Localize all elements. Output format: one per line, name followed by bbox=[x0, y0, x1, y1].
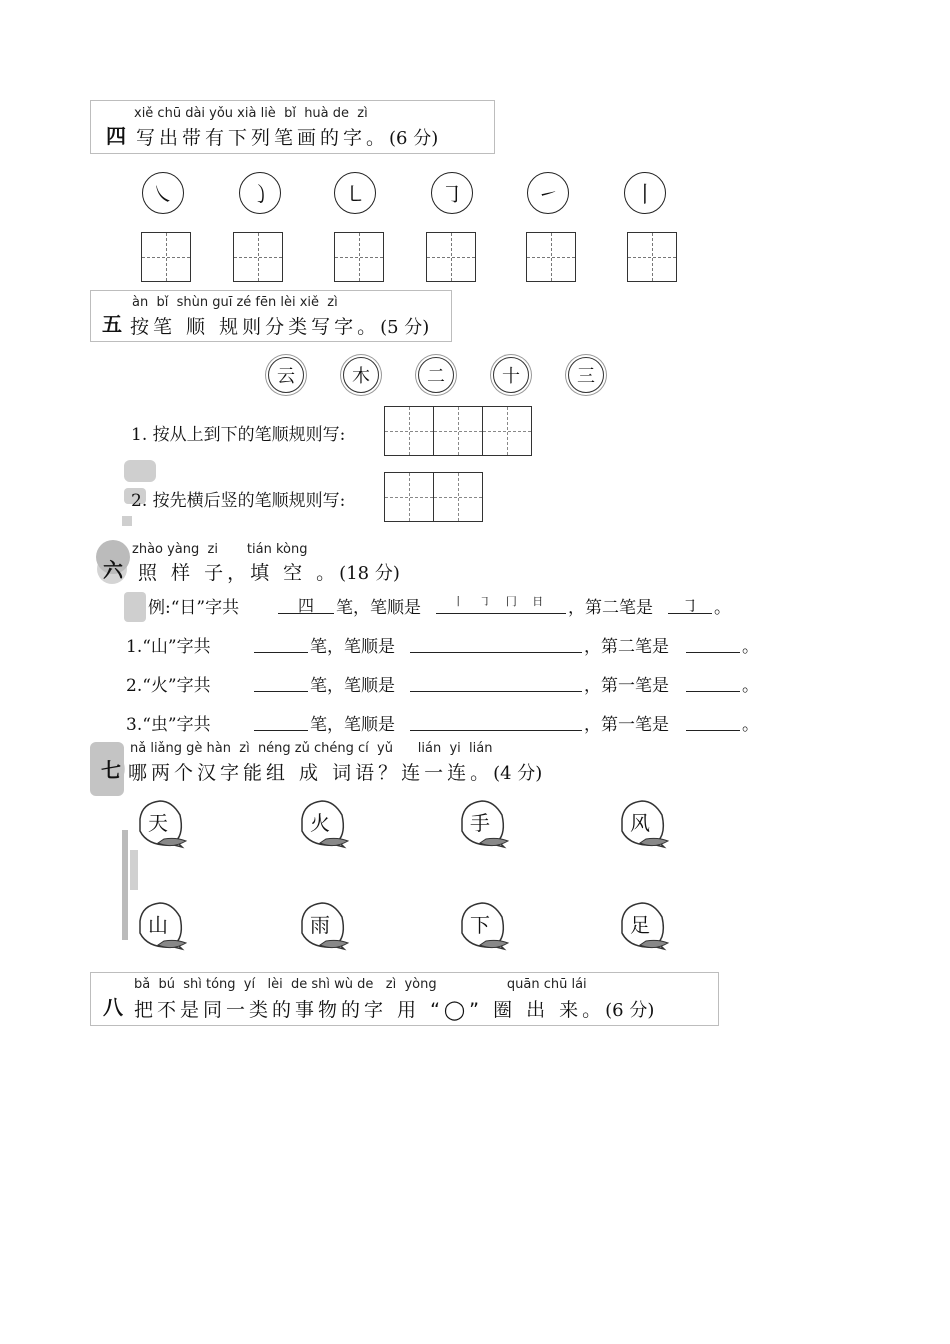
writing-grid[interactable] bbox=[141, 232, 191, 282]
writing-grid[interactable] bbox=[627, 232, 677, 282]
fill-blank-stroke[interactable] bbox=[686, 671, 740, 692]
fill-item-mid: 笔，笔顺是 bbox=[310, 637, 395, 657]
peach-char: 风 bbox=[630, 811, 650, 835]
peach-char: 山 bbox=[148, 913, 168, 937]
peach-char-card[interactable] bbox=[296, 797, 358, 851]
section8-score: (6 分) bbox=[605, 1000, 655, 1021]
margin-decoration bbox=[122, 830, 128, 940]
peach-char-card[interactable] bbox=[134, 899, 196, 953]
peach-char: 足 bbox=[630, 913, 650, 937]
fill-blank-sequence[interactable] bbox=[410, 632, 582, 653]
example-mid: 笔，笔顺是 bbox=[336, 598, 421, 618]
fill-item-tail: ，第二笔是 bbox=[584, 637, 669, 657]
peach-char-card[interactable] bbox=[616, 797, 678, 851]
peach-char-card[interactable] bbox=[616, 899, 678, 953]
stroke-circle: ㇀ bbox=[527, 172, 569, 214]
writing-grid[interactable] bbox=[233, 232, 283, 282]
section4-number: 四 bbox=[106, 124, 126, 148]
section7-score: (4 分) bbox=[493, 763, 543, 784]
example-count: 四 bbox=[278, 593, 334, 614]
fill-blank-sequence[interactable] bbox=[410, 710, 582, 731]
section7-title bbox=[128, 758, 542, 785]
peach-char: 天 bbox=[148, 811, 168, 835]
char-badge: 木 bbox=[343, 357, 379, 393]
example-prefix: 例:“日”字共 bbox=[148, 598, 240, 618]
char-badge: 云 bbox=[268, 357, 304, 393]
section4-title bbox=[136, 123, 438, 150]
section6-title bbox=[138, 558, 400, 585]
fill-item-end: 。 bbox=[742, 715, 759, 735]
fill-item-tail: ，第一笔是 bbox=[584, 676, 669, 696]
writing-grid[interactable] bbox=[334, 232, 384, 282]
char-badge: 二 bbox=[418, 357, 454, 393]
fill-blank-stroke[interactable] bbox=[686, 710, 740, 731]
fill-item-end: 。 bbox=[742, 637, 759, 657]
section4-pinyin: xiě chū dài yǒu xià liè bǐ huà de zì bbox=[134, 106, 368, 121]
fill-blank-count[interactable] bbox=[254, 632, 308, 653]
grid-cell[interactable] bbox=[483, 407, 531, 455]
fill-blank-stroke[interactable] bbox=[686, 632, 740, 653]
answer-grid-row-1[interactable] bbox=[384, 406, 532, 456]
grid-cell[interactable] bbox=[385, 407, 434, 455]
char-badge: 十 bbox=[493, 357, 529, 393]
example-sequence: 丨 ㇆ 冂 日 bbox=[436, 593, 566, 614]
section7-pinyin: nǎ liǎng gè hàn zì néng zǔ chéng cí yǔ lián yi lián bbox=[130, 741, 493, 756]
grid-cell[interactable] bbox=[434, 473, 482, 521]
fill-blank-count[interactable] bbox=[254, 710, 308, 731]
peach-char: 手 bbox=[470, 811, 490, 835]
section8-title-text: 把不是同一类的事物的字 用 “◯” 圈 出 来。 bbox=[134, 999, 606, 1021]
section8-number: 八 bbox=[103, 995, 123, 1019]
fill-item-mid: 笔，笔顺是 bbox=[310, 676, 395, 696]
margin-decoration bbox=[130, 850, 138, 890]
fill-item-end: 。 bbox=[742, 676, 759, 696]
section7-number: 七 bbox=[101, 758, 121, 782]
section7-title-text: 哪两个汉字能组 成 词语？连一连。 bbox=[128, 762, 494, 784]
section5-title-text: 按笔 顺 规则分类写字。 bbox=[130, 316, 381, 338]
peach-char: 下 bbox=[470, 913, 490, 937]
section8-title bbox=[134, 995, 654, 1022]
peach-char-card[interactable] bbox=[456, 899, 518, 953]
peach-char-card[interactable] bbox=[456, 797, 518, 851]
fill-item-tail: ，第一笔是 bbox=[584, 715, 669, 735]
grid-cell[interactable] bbox=[385, 473, 434, 521]
example-end: 。 bbox=[714, 598, 731, 618]
margin-decoration bbox=[122, 516, 132, 526]
stroke-circle: ㇏ bbox=[142, 172, 184, 214]
section5-question-2: 2. 按先横后竖的笔顺规则写: bbox=[131, 491, 346, 511]
peach-char-card[interactable] bbox=[134, 797, 196, 851]
margin-decoration bbox=[124, 460, 156, 482]
fill-item-mid: 笔，笔顺是 bbox=[310, 715, 395, 735]
answer-grid-row-2[interactable] bbox=[384, 472, 483, 522]
section6-pinyin: zhào yàng zi tián kòng bbox=[132, 542, 308, 557]
fill-item-prefix: 2.“火”字共 bbox=[126, 676, 211, 696]
section6-score: (18 分) bbox=[339, 563, 400, 584]
example-answer: ㇆ bbox=[668, 593, 712, 614]
fill-item-prefix: 3.“虫”字共 bbox=[126, 715, 211, 735]
section5-score: (5 分) bbox=[380, 317, 430, 338]
stroke-circle: ㇆ bbox=[431, 172, 473, 214]
section6-title-text: 照 样 子，填 空 。 bbox=[138, 562, 340, 584]
example-tail: ，第二笔是 bbox=[568, 598, 653, 618]
char-badge: 三 bbox=[568, 357, 604, 393]
section4-score: (6 分) bbox=[389, 128, 439, 149]
section8-pinyin: bǎ bú shì tóng yí lèi de shì wù de zì yòng quān chū lái bbox=[134, 977, 587, 992]
writing-grid[interactable] bbox=[426, 232, 476, 282]
stroke-circle: ㇁ bbox=[239, 172, 281, 214]
grid-cell[interactable] bbox=[434, 407, 483, 455]
fill-blank-count[interactable] bbox=[254, 671, 308, 692]
section5-pinyin: àn bǐ shùn guī zé fēn lèi xiě zì bbox=[132, 295, 338, 310]
section5-number: 五 bbox=[102, 312, 122, 336]
stroke-circle: 丨 bbox=[624, 172, 666, 214]
fill-blank-sequence[interactable] bbox=[410, 671, 582, 692]
section4-title-text: 写出带有下列笔画的字。 bbox=[136, 127, 390, 149]
fill-item-prefix: 1.“山”字共 bbox=[126, 637, 211, 657]
peach-char-card[interactable] bbox=[296, 899, 358, 953]
peach-char: 雨 bbox=[310, 913, 330, 937]
writing-grid[interactable] bbox=[526, 232, 576, 282]
section5-question-1: 1. 按从上到下的笔顺规则写: bbox=[131, 425, 346, 445]
margin-decoration bbox=[124, 592, 146, 622]
stroke-circle: ㇄ bbox=[334, 172, 376, 214]
section5-title bbox=[130, 312, 429, 339]
peach-char: 火 bbox=[310, 811, 330, 835]
section6-number: 六 bbox=[103, 558, 123, 582]
